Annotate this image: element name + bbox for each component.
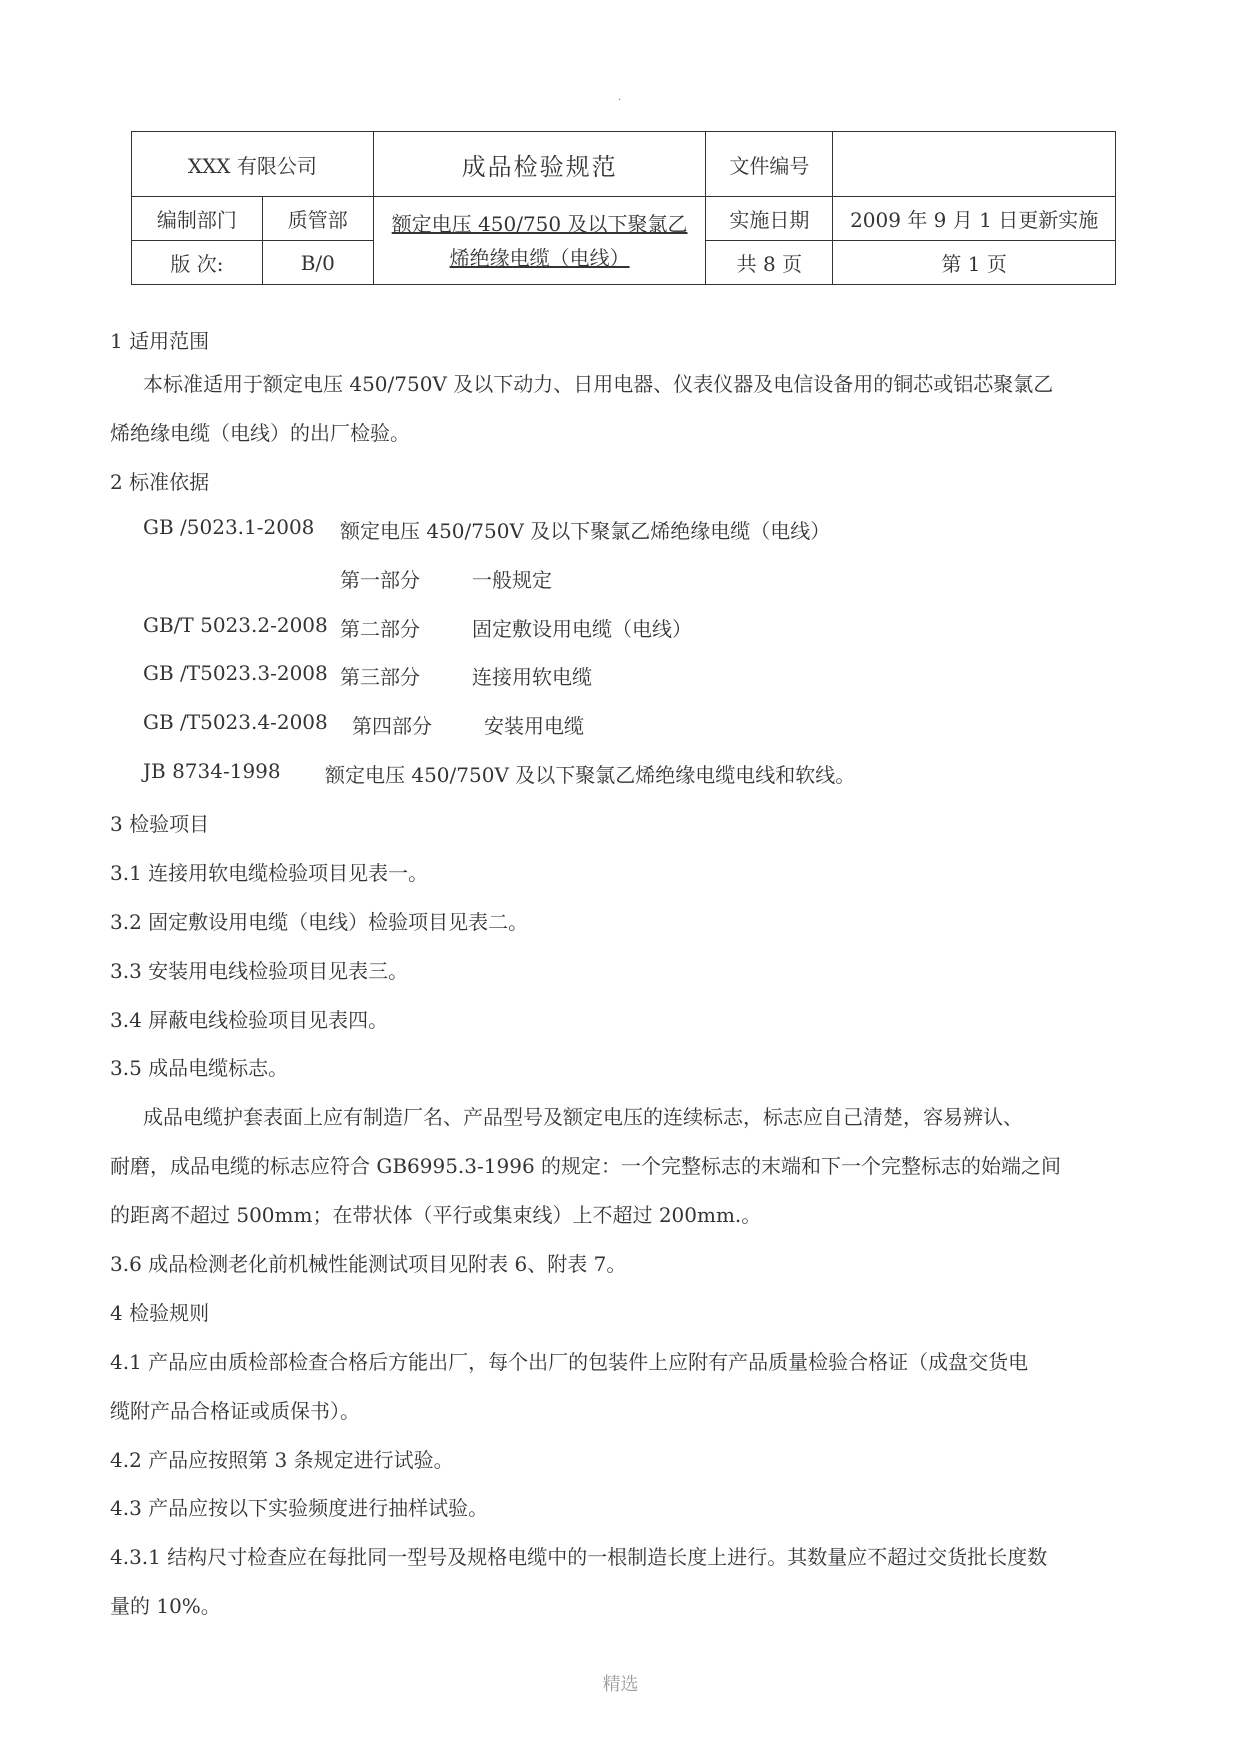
dept-value: 质管部	[262, 197, 373, 241]
ref-2-part-name: 固定敷设用电缆（电线）	[472, 617, 692, 641]
version-label: 版 次:	[132, 241, 263, 285]
section-2-title: 2 标准依据	[110, 470, 210, 494]
item-4-1-line-2: 缆附产品合格证或质保书）。	[110, 1399, 360, 1423]
ref-1-part-name: 一般规定	[472, 568, 552, 592]
document-header-table	[131, 131, 1116, 285]
item-3-6: 3.6 成品检测老化前机械性能测试项目见附表 6、附表 7。	[110, 1252, 627, 1276]
section-3-title: 3 检验项目	[110, 812, 210, 836]
page-footer: 精选	[602, 1674, 639, 1695]
section-1-para-line-2: 烯绝缘电缆（电线）的出厂检验。	[110, 421, 410, 445]
date-label: 实施日期	[706, 197, 833, 241]
ref-1-code: GB /5023.1-2008	[143, 515, 315, 539]
version-value: B/0	[262, 241, 373, 285]
ref-2-code: GB/T 5023.2-2008	[143, 613, 328, 637]
company-name: XXX 有限公司	[132, 132, 374, 197]
item-3-5-para-line-1: 成品电缆护套表面上应有制造厂名、产品型号及额定电压的连续标志，标志应自己清楚，容易辨认、	[143, 1105, 1023, 1129]
ref-2-part: 第二部分	[340, 617, 420, 641]
item-3-5-para-line-3: 的距离不超过 500mm；在带状体（平行或集束线）上不超过 200mm.。	[110, 1203, 762, 1227]
ref-1-name: 额定电压 450/750V 及以下聚氯乙烯绝缘电缆（电线）	[340, 519, 831, 543]
ref-3-code: GB /T5023.3-2008	[143, 661, 328, 685]
pages-total: 共 8 页	[706, 241, 833, 285]
item-3-5-para-line-2: 耐磨，成品电缆的标志应符合 GB6995.3-1996 的规定：一个完整标志的末端和下一个完整标志的始端之间	[110, 1154, 1062, 1178]
ref-5-code: JB 8734-1998	[143, 759, 281, 783]
item-4-2: 4.2 产品应按照第 3 条规定进行试验。	[110, 1448, 454, 1472]
item-4-3: 4.3 产品应按以下实验频度进行抽样试验。	[110, 1496, 489, 1520]
ref-3-part-name: 连接用软电缆	[472, 665, 592, 689]
item-3-5: 3.5 成品电缆标志。	[110, 1056, 289, 1080]
item-3-2: 3.2 固定敷设用电缆（电线）检验项目见表二。	[110, 910, 529, 934]
ref-5-name: 额定电压 450/750V 及以下聚氯乙烯绝缘电缆电线和软线。	[325, 763, 856, 787]
ref-3-part: 第三部分	[340, 665, 420, 689]
dept-label: 编制部门	[132, 197, 263, 241]
section-1-para-line-1: 本标准适用于额定电压 450/750V 及以下动力、日用电器、仪表仪器及电信设备用的铜芯或铝芯聚氯乙	[143, 372, 1054, 396]
item-3-3: 3.3 安装用电线检验项目见表三。	[110, 959, 409, 983]
date-value: 2009 年 9 月 1 日更新实施	[833, 197, 1116, 241]
doc-name: 额定电压 450/750 及以下聚氯乙烯绝缘电缆（电线）	[391, 211, 688, 270]
item-4-1-line-1: 4.1 产品应由质检部检查合格后方能出厂，每个出厂的包装件上应附有产品质量检验合格证（成盘交货电	[110, 1350, 1029, 1374]
document-title: 成品检验规范	[373, 132, 706, 197]
doc-number-label: 文件编号	[706, 132, 833, 197]
item-3-1: 3.1 连接用软电缆检验项目见表一。	[110, 861, 429, 885]
item-3-4: 3.4 屏蔽电线检验项目见表四。	[110, 1008, 389, 1032]
item-4-3-1-line-2: 量的 10%。	[110, 1594, 221, 1618]
doc-number-value	[833, 132, 1116, 197]
ref-4-part: 第四部分	[352, 714, 432, 738]
top-dot: .	[618, 92, 622, 103]
section-1-title: 1 适用范围	[110, 329, 210, 353]
ref-4-part-name: 安装用电缆	[484, 714, 584, 738]
section-4-title: 4 检验规则	[110, 1301, 210, 1325]
page-number: 第 1 页	[833, 241, 1116, 285]
ref-1-part: 第一部分	[340, 568, 420, 592]
item-4-3-1-line-1: 4.3.1 结构尺寸检查应在每批同一型号及规格电缆中的一根制造长度上进行。其数量应不超过交货批长度数	[110, 1545, 1048, 1569]
ref-4-code: GB /T5023.4-2008	[143, 710, 328, 734]
doc-name-cell	[373, 197, 706, 285]
